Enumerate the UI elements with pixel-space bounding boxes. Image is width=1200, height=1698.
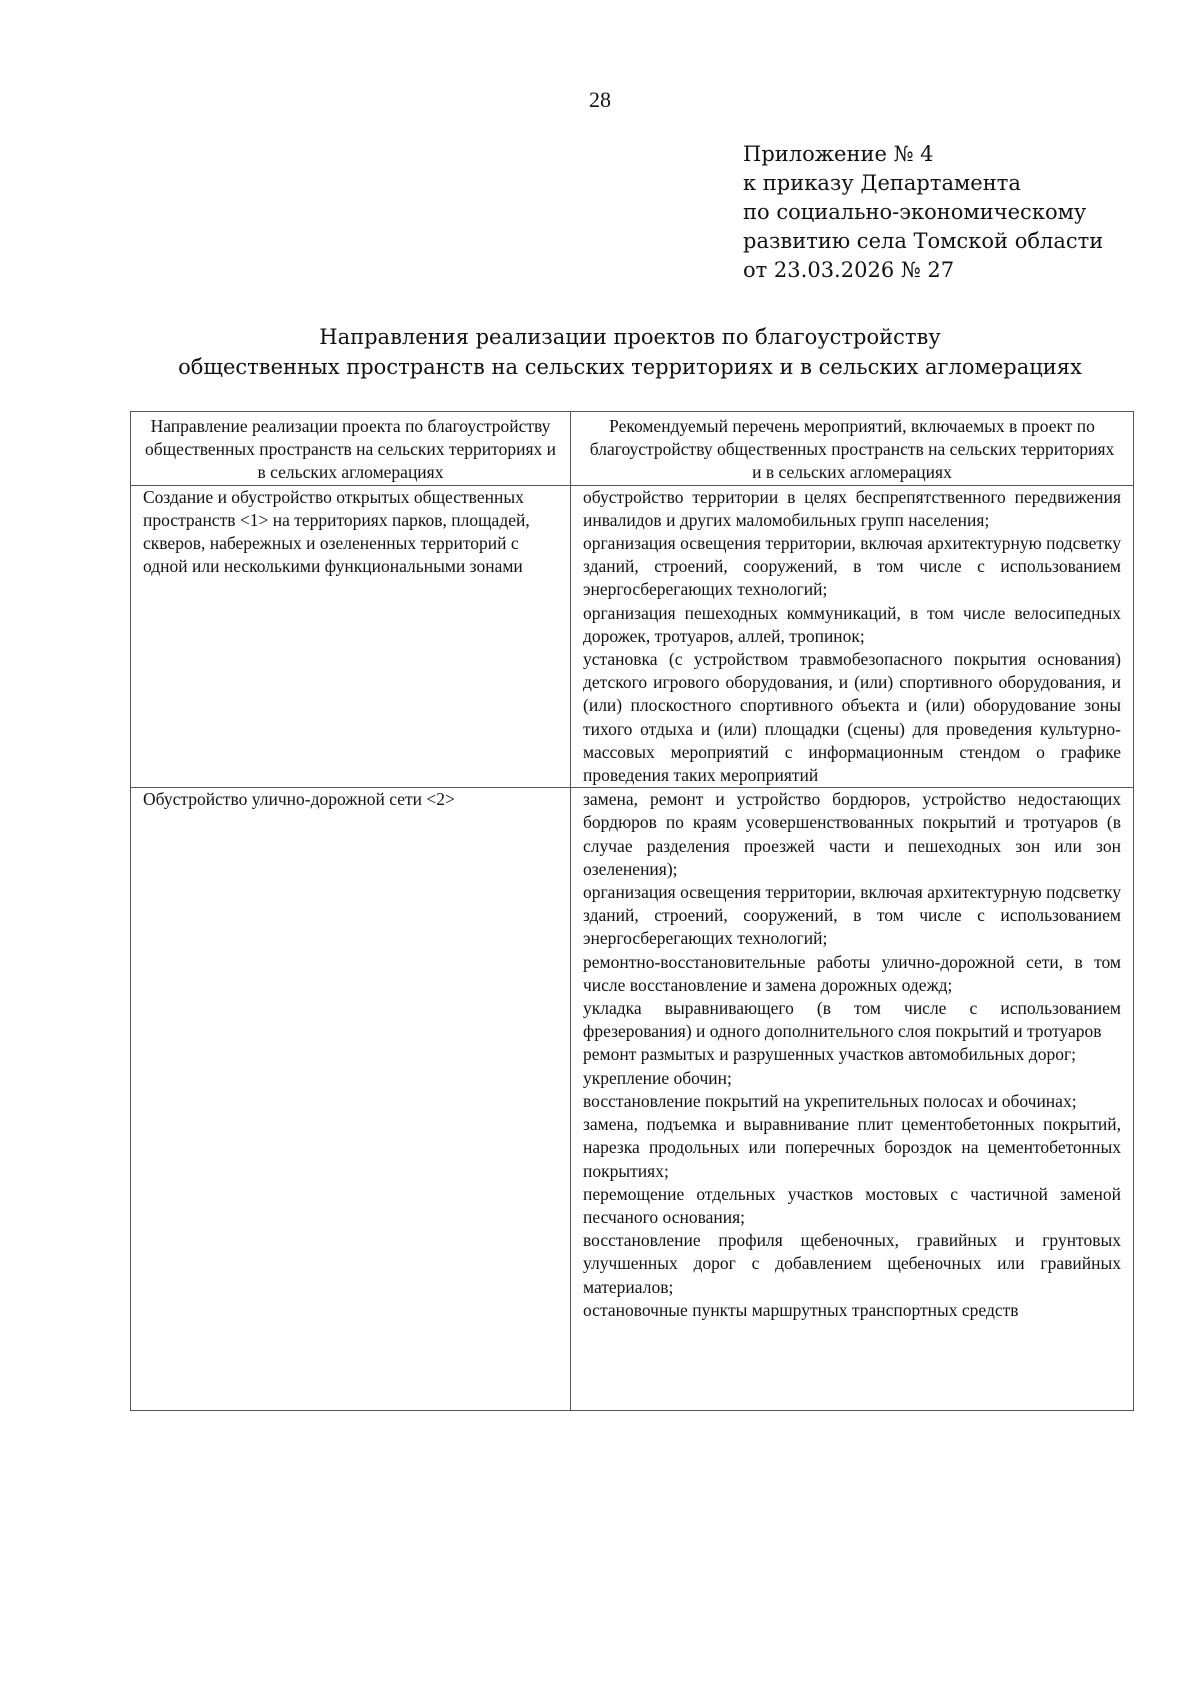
appendix-line: развитию села Томской области [743,229,1104,253]
measure-item: ремонтно-восстановительные работы улично-дорожной сети, в том числе восстановление и замена дорожных одежд; [583,951,1121,995]
page-number: 28 [589,87,611,112]
title-line: общественных пространств на сельских территориях и в сельских агломерациях [178,355,1082,379]
appendix-line: к приказу Департамента [743,171,1021,195]
measure-item: восстановление профиля щебеночных, гравийных и грунтовых улучшенных дорог с добавлением щебеночных или гравийных материалов; [583,1230,1121,1297]
appendix-line: от 23.03.2026 № 27 [743,258,955,282]
measure-item: восстановление покрытий на укрепительных полосах и обочинах; [583,1090,1077,1111]
measure-item: установка (с устройством травмобезопасного покрытия основания) детского игрового оборудования, и (или) спортивного оборудования, и (или) плоскостного спортивного объекта и (или) оборудование зоны тихого отдыха и (или) площадки (сцены) для проведения культурно-массовых мероприятий с информационным стендом о графике проведения таких мероприятий [583,649,1121,786]
table-row [131,788,1134,1411]
measure-item: организация освещения территории, включая архитектурную подсветку зданий, строений, сооружений, в том числе с использованием энергосберегающих технологий; [583,533,1121,600]
measures-cell [571,485,1134,788]
document-title [60,322,1200,382]
table-header-row [131,412,1134,486]
measure-item: организация освещения территории, включая архитектурную подсветку зданий, строений, сооружений, в том числе с использованием энергосберегающих технологий; [583,882,1121,949]
title-line: Направления реализации проектов по благоустройству [319,325,941,349]
appendix-line: Приложение № 4 [743,142,934,166]
measure-item: обустройство территории в целях беспрепятственного передвижения инвалидов и других маломобильных групп населения; [583,486,1121,530]
measures-table [130,411,1134,1411]
appendix-line: по социально-экономическому [743,200,1087,224]
direction-cell: Создание и обустройство открытых общественных пространств <1> на территориях парков, площадей, скверов, набережных и озелененных территорий с одной или несколькими функциональными зонами [131,485,571,788]
direction-cell: Обустройство улично-дорожной сети <2> [131,788,571,1411]
header-measures: Рекомендуемый перечень мероприятий, включаемых в проект по благоустройству общественных пространств на сельских территориях и в сельских агломерациях [571,412,1134,486]
appendix-block [743,140,1163,285]
measure-item: организация пешеходных коммуникаций, в том числе велосипедных дорожек, тротуаров, аллей, тропинок; [583,602,1121,646]
measure-item: перемощение отдельных участков мостовых с частичной заменой песчаного основания; [583,1183,1121,1227]
measure-item: замена, подъемка и выравнивание плит цементобетонных покрытий, нарезка продольных или поперечных бороздок на цементобетонных покрытиях; [583,1114,1121,1181]
measure-item: остановочные пункты маршрутных транспортных средств [583,1299,1019,1320]
measure-item: укрепление обочин; [583,1067,732,1088]
header-direction: Направление реализации проекта по благоустройству общественных пространств на сельских территориях и в сельских агломерациях [131,412,571,486]
measures-cell [571,788,1134,1411]
measure-item: укладка выравнивающего (в том числе с использованием фрезерования) и одного дополнительного слоя покрытий и тротуаров [583,998,1121,1042]
measure-item: ремонт размытых и разрушенных участков автомобильных дорог; [583,1044,1076,1065]
measure-item: замена, ремонт и устройство бордюров, устройство недостающих бордюров по краям усовершенствованных покрытий и тротуаров (в случае разделения проезжей части и пешеходных зон или зон озеленения); [583,789,1121,879]
table-row [131,485,1134,788]
